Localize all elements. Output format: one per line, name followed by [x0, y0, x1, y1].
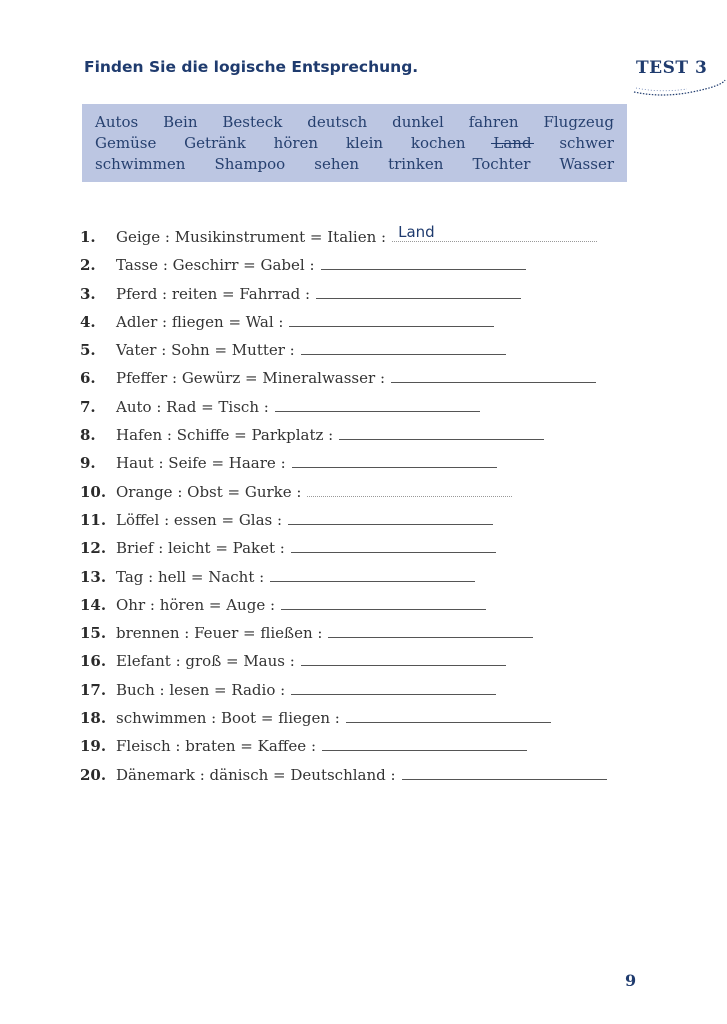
item-text: Brief : leicht = Paket : — [116, 539, 285, 558]
word: Getränk — [184, 134, 246, 152]
exercise-item — [80, 312, 607, 340]
word-crossed-out: Land — [493, 134, 532, 152]
item-text: Löffel : essen = Glas : — [116, 510, 283, 529]
answer-blank[interactable] — [391, 368, 596, 383]
item-number: 5. — [80, 341, 96, 360]
item-number: 4. — [80, 312, 96, 331]
item-number: 3. — [80, 284, 96, 303]
item-text: Auto : Rad = Tisch : — [116, 397, 269, 416]
exercise-item — [80, 340, 607, 368]
item-number: 10. — [80, 482, 107, 501]
item-text: Haut : Seife = Haare : — [116, 454, 286, 473]
item-number: 6. — [80, 369, 96, 388]
word: kochen — [410, 134, 466, 152]
exercise-item — [80, 708, 607, 736]
answer-blank[interactable] — [316, 284, 521, 299]
item-number: 11. — [80, 510, 107, 529]
answer-blank[interactable] — [288, 510, 493, 525]
answer-blank[interactable] — [281, 595, 486, 610]
word: sehen — [314, 155, 360, 173]
answer-blank[interactable] — [402, 765, 607, 780]
handwritten-answer: Land — [398, 223, 435, 241]
answer-blank[interactable] — [346, 708, 551, 723]
word: dunkel — [392, 113, 444, 131]
item-text: Dänemark : dänisch = Deutschland : — [116, 765, 396, 784]
exercise-item — [80, 651, 607, 679]
word: schwimmen — [95, 155, 186, 173]
item-text: schwimmen : Boot = fliegen : — [116, 709, 340, 728]
answer-blank[interactable] — [307, 482, 512, 497]
word-bank — [82, 104, 627, 182]
item-text: Adler : fliegen = Wal : — [116, 312, 284, 331]
item-number: 16. — [80, 652, 107, 671]
item-text: brennen : Feuer = fließen : — [116, 624, 323, 643]
word: fahren — [468, 113, 519, 131]
answer-blank[interactable] — [292, 453, 497, 468]
exercise-item — [80, 567, 607, 595]
answer-blank[interactable] — [322, 736, 527, 751]
answer-blank[interactable] — [289, 312, 494, 327]
item-text: Elefant : groß = Maus : — [116, 652, 295, 671]
exercise-item — [80, 680, 607, 708]
word: Wasser — [559, 155, 614, 173]
item-text: Pferd : reiten = Fahrrad : — [116, 284, 311, 303]
word: Besteck — [222, 113, 283, 131]
item-text: Orange : Obst = Gurke : — [116, 482, 302, 501]
word: hören — [273, 134, 319, 152]
answer-blank[interactable] — [291, 680, 496, 695]
answer-blank[interactable] — [301, 651, 506, 666]
item-text: Tag : hell = Nacht : — [116, 567, 265, 586]
exercise-item — [80, 453, 607, 481]
exercise-item — [80, 482, 607, 510]
word: deutsch — [307, 113, 368, 131]
decorative-swoosh-icon — [632, 78, 727, 100]
word: Flugzeug — [543, 113, 614, 131]
item-text: Fleisch : braten = Kaffee : — [116, 737, 316, 756]
answer-blank[interactable] — [339, 425, 544, 440]
word: Autos — [95, 113, 139, 131]
exercise-item — [80, 595, 607, 623]
item-number: 9. — [80, 454, 96, 473]
item-text: Tasse : Geschirr = Gabel : — [116, 256, 315, 275]
item-number: 18. — [80, 709, 107, 728]
answer-blank[interactable] — [291, 538, 496, 553]
item-text: Geige : Musikinstrument = Italien : — [116, 228, 387, 246]
item-number: 15. — [80, 624, 107, 643]
word-bank-row — [95, 133, 614, 154]
item-number: 14. — [80, 595, 107, 614]
word: Tochter — [472, 155, 531, 173]
answer-blank[interactable] — [270, 567, 475, 582]
answer-blank[interactable] — [328, 623, 533, 638]
item-number: 1. — [80, 228, 96, 246]
word: klein — [345, 134, 384, 152]
instruction-heading: Finden Sie die logische Entsprechung. — [84, 58, 419, 76]
exercise-item — [80, 623, 607, 651]
exercise-item — [80, 368, 607, 396]
item-number: 2. — [80, 256, 96, 275]
exercise-item — [80, 736, 607, 764]
exercise-item — [80, 765, 607, 793]
exercise-item — [80, 397, 607, 425]
word-bank-row — [95, 154, 614, 175]
exercise-item — [80, 255, 607, 283]
test-label: TEST 3 — [636, 58, 708, 78]
exercise-item — [80, 284, 607, 312]
exercise-item — [80, 538, 607, 566]
answer-blank[interactable] — [275, 397, 480, 412]
word: Gemüse — [95, 134, 157, 152]
exercise-list — [80, 223, 607, 793]
page-number: 9 — [625, 971, 637, 990]
exercise-item — [80, 510, 607, 538]
item-text: Vater : Sohn = Mutter : — [116, 341, 295, 360]
item-text: Hafen : Schiffe = Parkplatz : — [116, 426, 334, 445]
word: schwer — [559, 134, 614, 152]
exercise-item — [80, 425, 607, 453]
item-number: 13. — [80, 567, 107, 586]
answer-blank[interactable] — [321, 255, 526, 270]
item-number: 8. — [80, 426, 96, 445]
item-text: Ohr : hören = Auge : — [116, 595, 276, 614]
item-number: 19. — [80, 737, 107, 756]
word: Bein — [163, 113, 198, 131]
word-bank-row — [95, 112, 614, 133]
exercise-item — [80, 223, 607, 255]
item-text: Buch : lesen = Radio : — [116, 680, 286, 699]
word: Shampoo — [214, 155, 286, 173]
item-number: 20. — [80, 765, 107, 784]
item-number: 12. — [80, 539, 107, 558]
item-number: 17. — [80, 680, 107, 699]
item-number: 7. — [80, 397, 96, 416]
item-text: Pfeffer : Gewürz = Mineralwasser : — [116, 369, 386, 388]
answer-blank[interactable] — [392, 223, 597, 242]
word: trinken — [388, 155, 444, 173]
answer-blank[interactable] — [301, 340, 506, 355]
